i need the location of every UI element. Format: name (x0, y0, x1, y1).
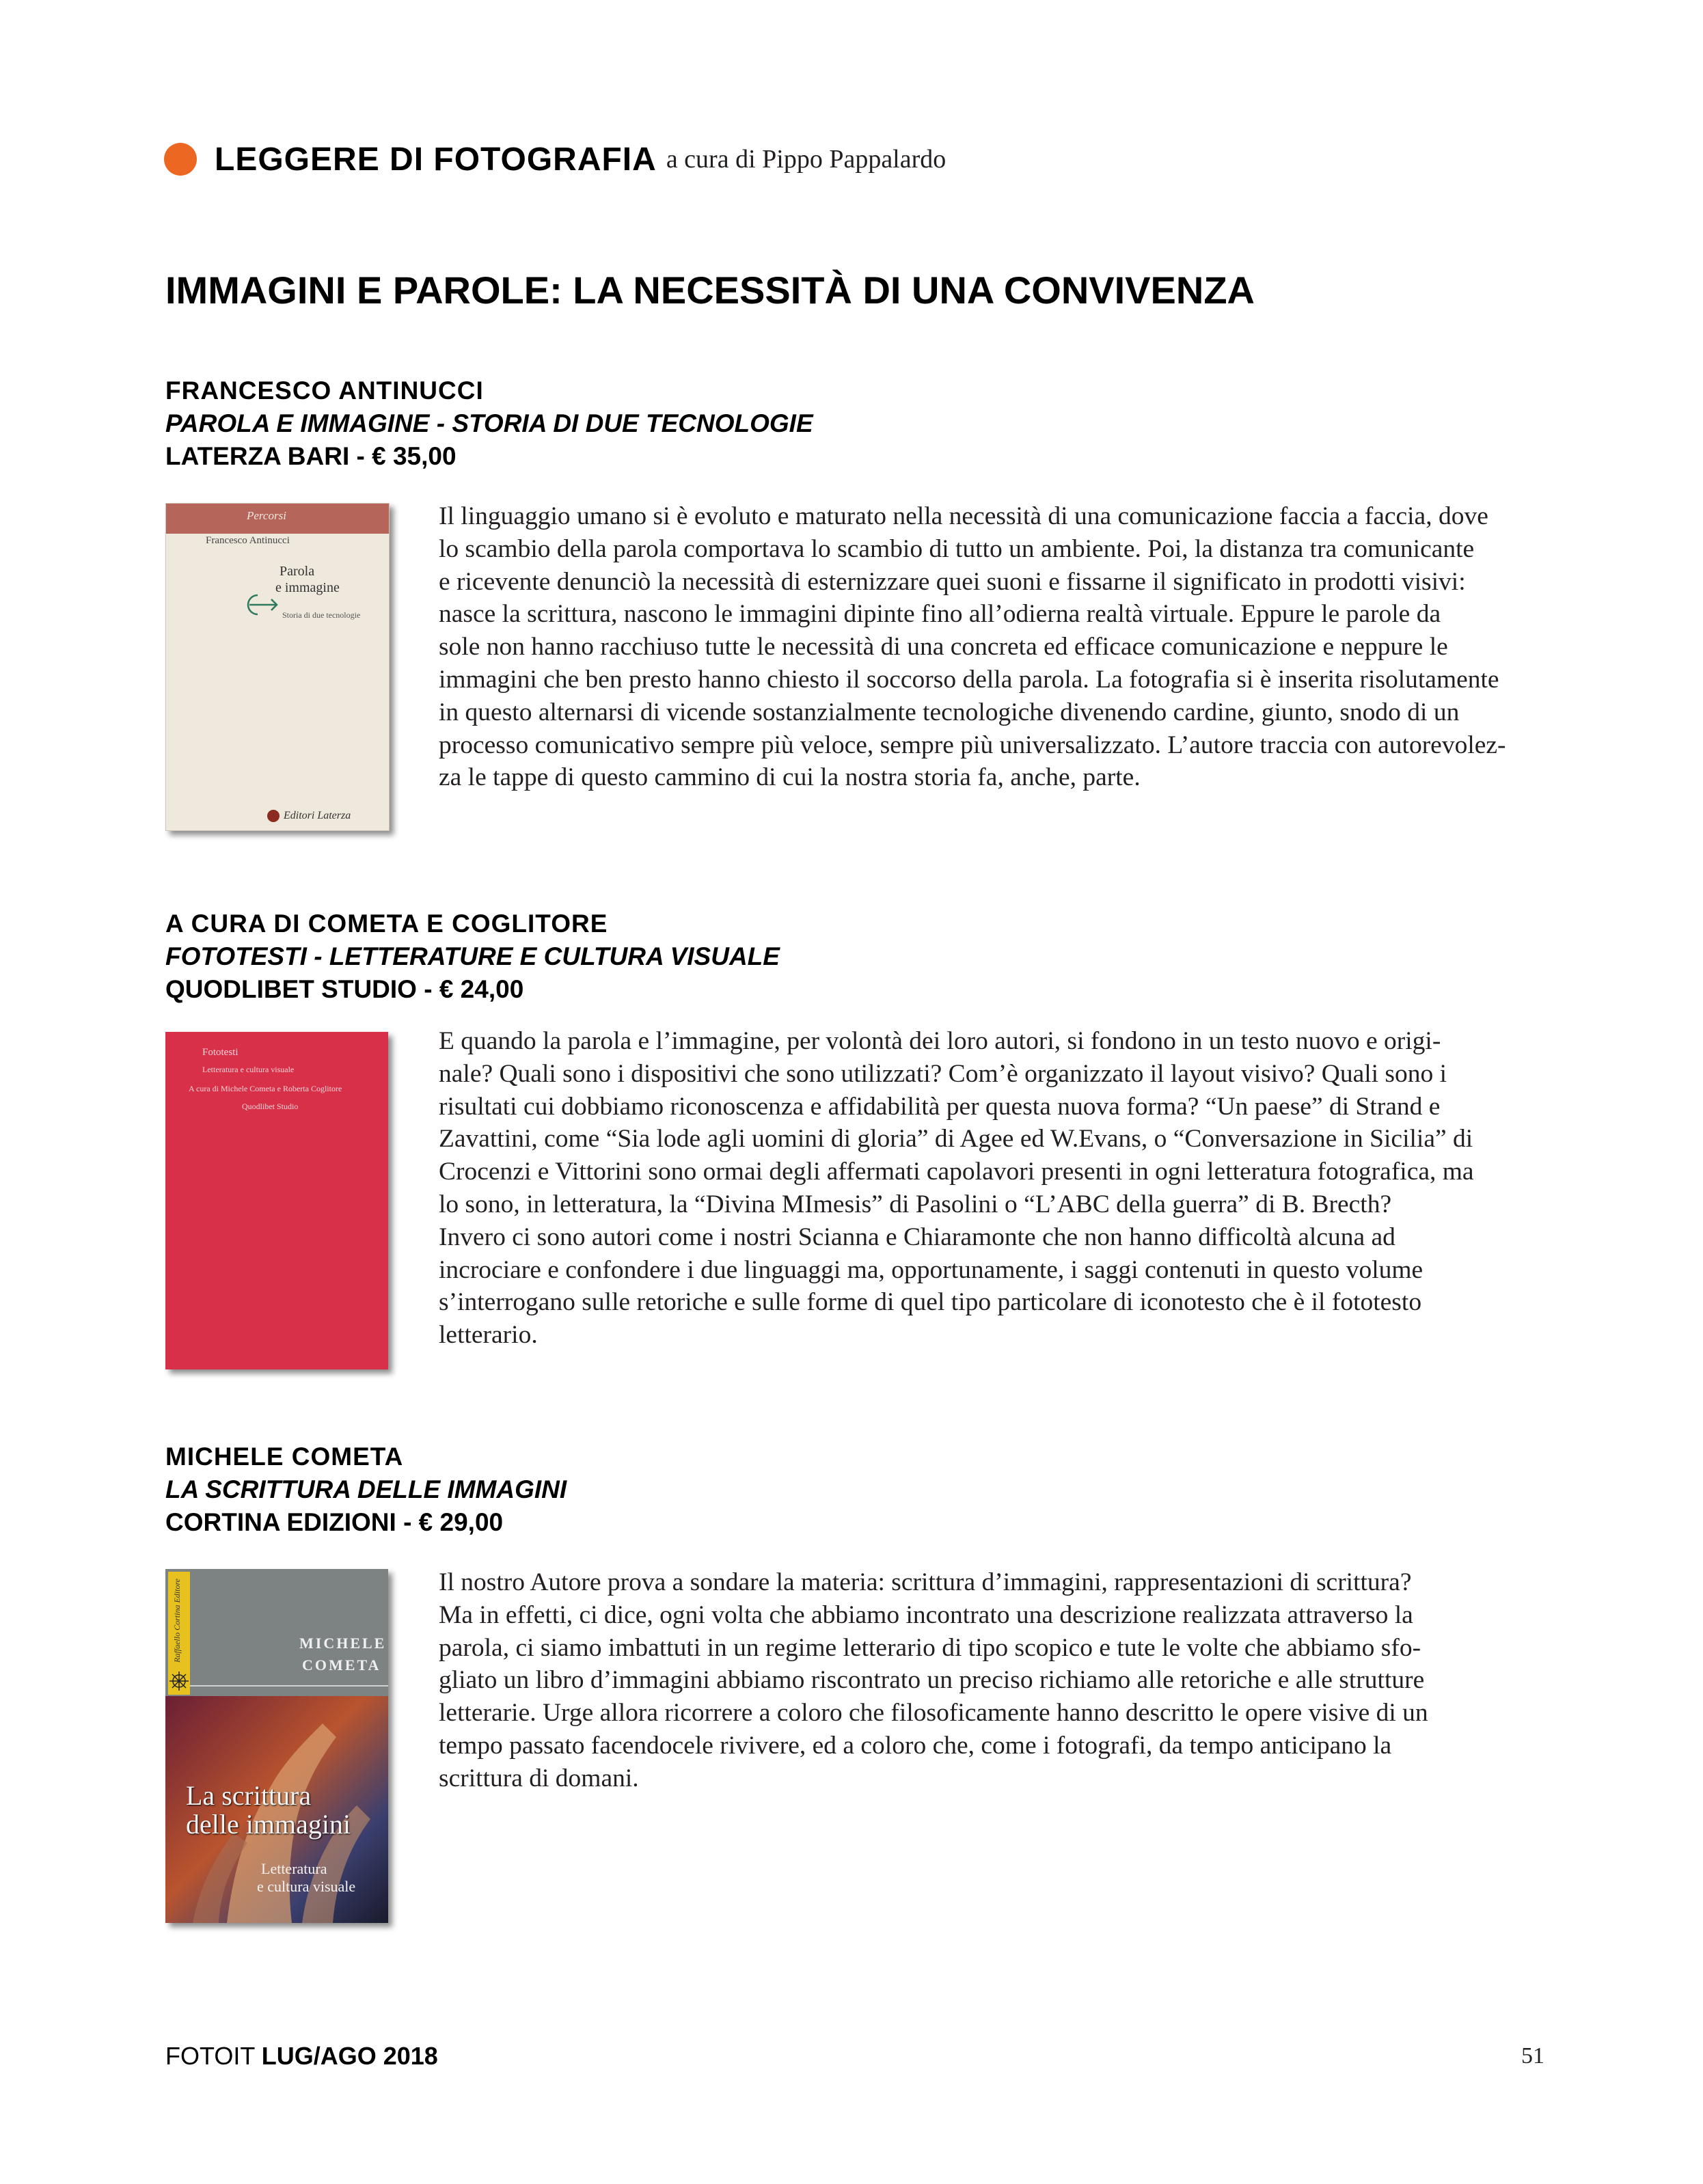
review-1-body (439, 500, 1553, 794)
section-bullet-icon (164, 143, 197, 176)
book-cover-fototesti (165, 1032, 388, 1369)
review-author: MICHELE COMETA (165, 1443, 404, 1471)
footer-issue: LUG/AGO 2018 (261, 2042, 438, 2070)
cover-series: Fototesti (202, 1047, 239, 1058)
cover-title-line1: La scrittura (186, 1780, 312, 1811)
review-publisher-price: LATERZA BARI - € 35,00 (165, 442, 457, 470)
cover-editors: A cura di Michele Cometa e Roberta Coglitore (189, 1084, 342, 1093)
book-cover-parola-e-immagine (165, 503, 390, 831)
footer-magazine-issue (165, 2042, 438, 2071)
review-author: FRANCESCO ANTINUCCI (165, 377, 484, 405)
cover-author-line2: COMETA (302, 1656, 381, 1674)
cover-publisher: Editori Laterza (284, 810, 351, 821)
body-line: immagini che ben presto hanno chiesto il soccorso della parola. La fotografia si è inserita risolutamente (439, 665, 1499, 694)
cover-subtitle-line2: e cultura visuale (257, 1878, 356, 1895)
page-title: IMMAGINI E PAROLE: LA NECESSITÀ DI UNA CONVIVENZA (165, 269, 1255, 312)
review-book-title: FOTOTESTI - LETTERATURE E CULTURA VISUALE (165, 942, 780, 970)
body-line: gliato un libro d’immagini abbiamo riscontrato un preciso richiamo alle retoriche e alle strutture (439, 1666, 1425, 1695)
book-cover-la-scrittura-delle-immagini (165, 1569, 388, 1923)
cover-author-line1: MICHELE (299, 1635, 387, 1652)
body-line: lo scambio della parola comportava lo scambio di tutto un ambiente. Poi, la distanza tra comunicante (439, 534, 1475, 563)
review-publisher-price: CORTINA EDIZIONI - € 29,00 (165, 1508, 504, 1536)
review-1-meta (165, 374, 813, 473)
review-2-body (439, 1025, 1553, 1352)
cover-subtitle: Storia di due tecnologie (282, 610, 361, 620)
review-2-meta (165, 907, 780, 1006)
cover-arrows-icon (244, 591, 282, 618)
review-publisher-price: QUODLIBET STUDIO - € 24,00 (165, 975, 524, 1003)
body-line: Il nostro Autore prova a sondare la materia: scrittura d’immagini, rappresentazioni di scrittura? (439, 1568, 1412, 1596)
body-line: Zavattini, come “Sia lode agli uomini di gloria” di Agee ed W.Evans, o “Conversazione in Sicilia” di (439, 1125, 1473, 1154)
body-line: E quando la parola e l’immagine, per volontà dei loro autori, si fondono in un testo nuovo e origi- (439, 1027, 1441, 1055)
body-line: nale? Quali sono i dispositivi che sono utilizzati? Com’è organizzato il layout visivo? Quali sono i (439, 1059, 1447, 1088)
publisher-web-logo-icon (168, 1670, 190, 1692)
body-line: processo comunicativo sempre più veloce, sempre più universalizzato. L’autore traccia con autorevolez- (439, 731, 1506, 759)
body-line: tempo passato facendocele rivivere, ed a coloro che, come i fotografi, da tempo anticipano la (439, 1731, 1392, 1760)
body-line: incrociare e confondere i due linguaggi ma, opportunamente, i saggi contenuti in questo volume (439, 1255, 1423, 1284)
body-line: letterarie. Urge allora ricorrere a coloro che filosoficamente hanno descritto le opere visive di un (439, 1699, 1428, 1728)
cover-title-line2: e immagine (275, 580, 340, 595)
body-line: e ricevente denunciò la necessità di esternizzare quei suoni e fissarne il significato in prodotti visivi: (439, 567, 1466, 596)
footer-magazine: FOTOIT (165, 2042, 255, 2070)
cover-series: Percorsi (247, 509, 286, 522)
cover-subtitle-line1: Letteratura (261, 1860, 327, 1877)
page-number: 51 (1521, 2043, 1544, 2069)
review-book-title: LA SCRITTURA DELLE IMMAGINI (165, 1475, 567, 1503)
review-3-meta (165, 1441, 567, 1539)
body-line: Ma in effetti, ci dice, ogni volta che abbiamo incontrato una descrizione realizzata attraverso la (439, 1600, 1413, 1629)
body-line: letterario. (439, 1321, 538, 1350)
body-line: Il linguaggio umano si è evoluto e maturato nella necessità di una comunicazione faccia a faccia, dove (439, 502, 1488, 530)
body-line: Crocenzi e Vittorini sono ormai degli affermati capolavori presenti in ogni letteratura fotografica, ma (439, 1158, 1474, 1186)
body-line: scrittura di domani. (439, 1764, 639, 1792)
cover-author: Francesco Antinucci (206, 535, 290, 546)
body-line: risultati cui dobbiamo riconoscenza e affidabilità per questa nuova forma? “Un paese” di Strand e (439, 1092, 1441, 1121)
review-book-title: PAROLA E IMMAGINE - STORIA DI DUE TECNOLOGIE (165, 409, 813, 437)
cover-divider (190, 1685, 388, 1687)
section-title: LEGGERE DI FOTOGRAFIA (215, 141, 657, 178)
body-line: s’interrogano sulle retoriche e sulle forme di quel tipo particolare di iconotesto che è il fototesto (439, 1288, 1422, 1317)
cover-title-line1: Parola (280, 564, 315, 579)
body-line: za le tappe di questo cammino di cui la nostra storia fa, anche, parte. (439, 763, 1141, 792)
body-line: sole non hanno racchiuso tutte le necessità di una concreta ed efficace comunicazione e neppure le (439, 633, 1448, 661)
publisher-logo-icon (267, 810, 280, 822)
cover-spine-publisher: Raffaello Cortina Editore (172, 1579, 182, 1663)
review-3-body (439, 1566, 1553, 1795)
cover-publisher: Quodlibet Studio (242, 1102, 299, 1111)
cover-title-line2: delle immagini (186, 1809, 351, 1840)
body-line: nasce la scrittura, nascono le immagini dipinte fino all’odierna realtà virtuale. Eppure le parole da (439, 600, 1441, 629)
body-line: lo sono, in letteratura, la “Divina MImesis” di Pasolini o “L’ABC della guerra” di B. Brecth? (439, 1190, 1392, 1218)
cover-subtitle: Letteratura e cultura visuale (202, 1065, 295, 1074)
body-line: Invero ci sono autori come i nostri Scianna e Chiaramonte che non hanno difficoltà alcuna ad (439, 1223, 1395, 1251)
section-header (164, 135, 946, 183)
review-author: A CURA DI COMETA E COGLITORE (165, 910, 608, 938)
body-line: in questo alternarsi di vicende sostanzialmente tecnologiche divenendo cardine, giunto, snodo di un (439, 698, 1460, 726)
body-line: parola, ci siamo imbattuti in un regime letterario di tipo scopico e tute le volte che abbiamo sfo- (439, 1633, 1421, 1662)
section-byline: a cura di Pippo Pappalardo (666, 145, 946, 174)
